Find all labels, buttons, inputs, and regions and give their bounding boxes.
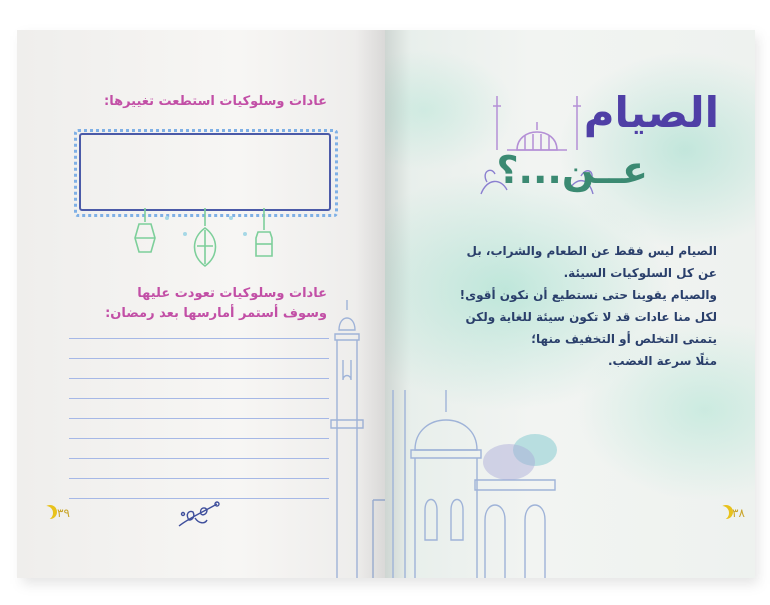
hanging-lanterns-icon <box>127 208 277 280</box>
title-from-what: عــن...؟ <box>496 148 648 192</box>
writing-line[interactable] <box>69 498 329 499</box>
label-kept-habits-line1: عادات وسلوكيات تعودت عليها <box>137 286 327 301</box>
paragraph-line: لكل منا عادات قد لا تكون سيئة للغاية ولكن <box>465 310 717 324</box>
writing-line[interactable] <box>69 378 329 379</box>
writing-line[interactable] <box>69 338 329 339</box>
writing-line[interactable] <box>69 418 329 419</box>
writing-line[interactable] <box>69 478 329 479</box>
paragraph-line: يتمنى التخلص أو التخفيف منها؛ <box>531 332 717 346</box>
right-page <box>385 30 755 578</box>
writing-line[interactable] <box>69 438 329 439</box>
note-box[interactable] <box>79 133 331 211</box>
paragraph-line: عن كل السلوكيات السيئة. <box>563 266 717 280</box>
mosque-sketch-left <box>313 300 385 578</box>
writing-line[interactable] <box>69 458 329 459</box>
label-kept-habits-line2: وسوف أستمر أمارسها بعد رمضان: <box>105 306 327 321</box>
paragraph-line: مثلًا سرعة الغضب. <box>607 354 717 368</box>
page-number-left: ٣٩ <box>57 506 70 520</box>
left-page <box>17 30 385 578</box>
label-changed-habits: عادات وسلوكيات استطعت تغييرها: <box>104 94 327 109</box>
writing-line[interactable] <box>69 398 329 399</box>
crescent-moon-icon <box>39 506 53 520</box>
open-book <box>17 30 755 578</box>
page-number-right: ٣٨ <box>732 506 745 520</box>
crescent-moon-icon <box>715 506 729 520</box>
paragraph-line: الصيام ليس فقط عن الطعام والشراب، بل <box>466 244 717 258</box>
title-fasting: الصيام <box>583 88 719 137</box>
floral-ornament-icon <box>175 500 221 530</box>
writing-line[interactable] <box>69 358 329 359</box>
mosque-sketch-right <box>385 330 575 578</box>
paragraph-line: والصيام يقوينا حتى نستطيع أن نكون أقوى! <box>459 288 717 302</box>
